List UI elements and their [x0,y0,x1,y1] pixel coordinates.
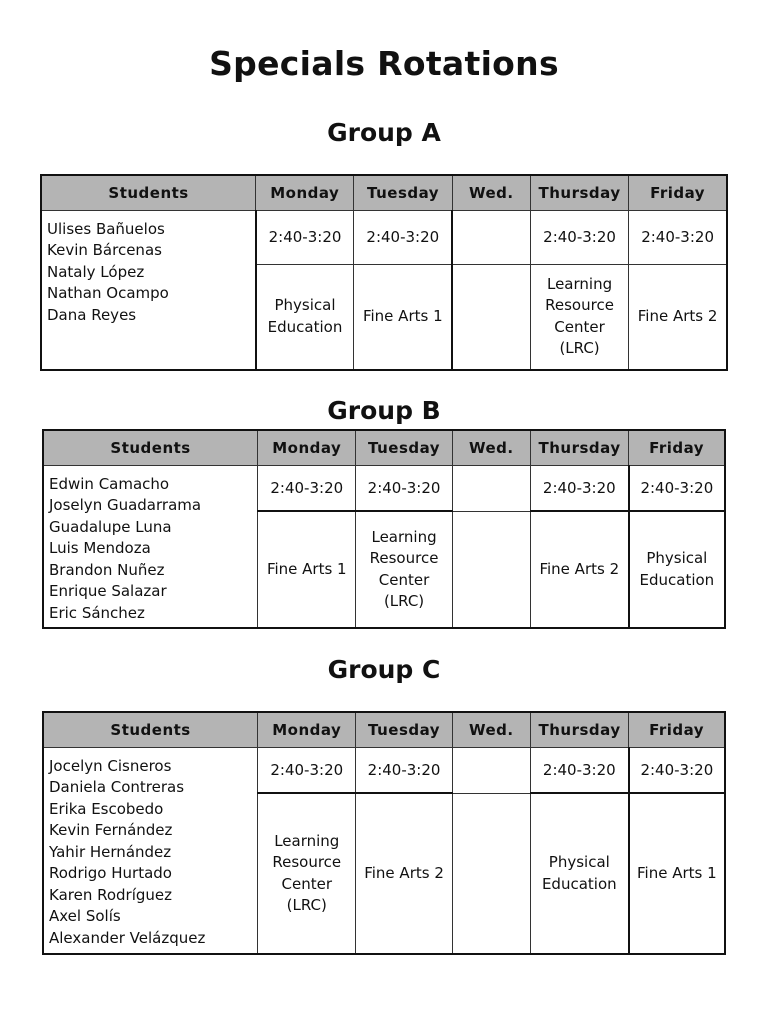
header-tuesday: Tuesday [356,430,452,465]
group-b-table [42,429,726,629]
header-friday: Friday [629,175,727,210]
header-students: Students [43,430,258,465]
group-b-title: Group B [327,396,441,425]
student-name: Eric Sánchez [49,603,145,622]
time-tuesday: 2:40-3:20 [356,465,452,511]
header-wed: Wed. [452,175,530,210]
header-monday: Monday [258,712,356,747]
class-friday: Fine Arts 1 [629,793,725,954]
class-wed [452,511,530,628]
time-friday: 2:40-3:20 [629,210,727,264]
header-monday: Monday [258,430,356,465]
student-name: Nathan Ocampo [47,284,169,302]
class-wed [452,793,530,954]
group-a-title: Group A [327,118,441,147]
class-tuesday: Fine Arts 2 [356,793,452,954]
student-name: Luis Mendoza [49,539,151,557]
header-students: Students [43,712,258,747]
student-name: Kevin Fernández [49,821,173,839]
header-monday: Monday [256,175,354,210]
student-name: Alexander Velázquez [49,928,206,947]
header-thursday: Thursday [530,430,628,465]
student-name: Nataly López [47,262,145,281]
time-thursday: 2:40-3:20 [530,465,628,511]
class-monday: Physical Education [256,264,354,370]
header-tuesday: Tuesday [354,175,452,210]
time-thursday: 2:40-3:20 [530,747,628,793]
header-students: Students [41,175,256,210]
time-monday: 2:40-3:20 [258,465,356,511]
student-name: Karen Rodríguez [49,885,173,904]
student-list [43,465,258,628]
class-thursday: Physical Education [530,793,628,954]
time-tuesday: 2:40-3:20 [356,747,452,793]
class-monday: Learning Resource Center (LRC) [258,793,356,954]
header-friday: Friday [629,712,725,747]
student-name: Brandon Nuñez [49,560,165,579]
class-friday: Fine Arts 2 [629,264,727,370]
student-name: Joselyn Guadarrama [49,496,202,514]
class-thursday: Fine Arts 2 [530,511,628,628]
time-tuesday: 2:40-3:20 [354,210,452,264]
time-wed [452,465,530,511]
time-wed [452,210,530,264]
student-name: Axel Solís [49,907,121,925]
student-name: Yahir Hernández [49,842,172,861]
header-thursday: Thursday [530,712,628,747]
time-friday: 2:40-3:20 [629,747,725,793]
student-name: Rodrigo Hurtado [49,864,172,882]
student-name: Kevin Bárcenas [47,241,162,259]
header-wed: Wed. [452,430,530,465]
class-monday: Fine Arts 1 [258,511,356,628]
student-name: Edwin Camacho [49,474,170,493]
class-tuesday: Fine Arts 1 [354,264,452,370]
class-friday: Physical Education [629,511,725,628]
header-friday: Friday [629,430,725,465]
time-friday: 2:40-3:20 [629,465,725,511]
time-monday: 2:40-3:20 [256,210,354,264]
student-name: Jocelyn Cisneros [49,756,172,775]
student-name: Ulises Bañuelos [47,219,165,238]
header-thursday: Thursday [530,175,628,210]
header-tuesday: Tuesday [356,712,452,747]
group-a-table [40,174,728,371]
student-name: Guadalupe Luna [49,517,172,536]
student-list [41,210,256,370]
group-c-title: Group C [327,655,441,684]
student-name: Daniela Contreras [49,778,185,796]
class-tuesday: Learning Resource Center (LRC) [356,511,452,628]
time-wed [452,747,530,793]
time-thursday: 2:40-3:20 [530,210,628,264]
header-wed: Wed. [452,712,530,747]
group-c-table [42,711,726,955]
student-name: Dana Reyes [47,305,137,324]
student-list [43,747,258,954]
page-title: Specials Rotations [209,44,559,83]
student-name: Erika Escobedo [49,799,164,818]
class-wed [452,264,530,370]
time-monday: 2:40-3:20 [258,747,356,793]
class-thursday: Learning Resource Center (LRC) [530,264,628,370]
student-name: Enrique Salazar [49,582,167,600]
